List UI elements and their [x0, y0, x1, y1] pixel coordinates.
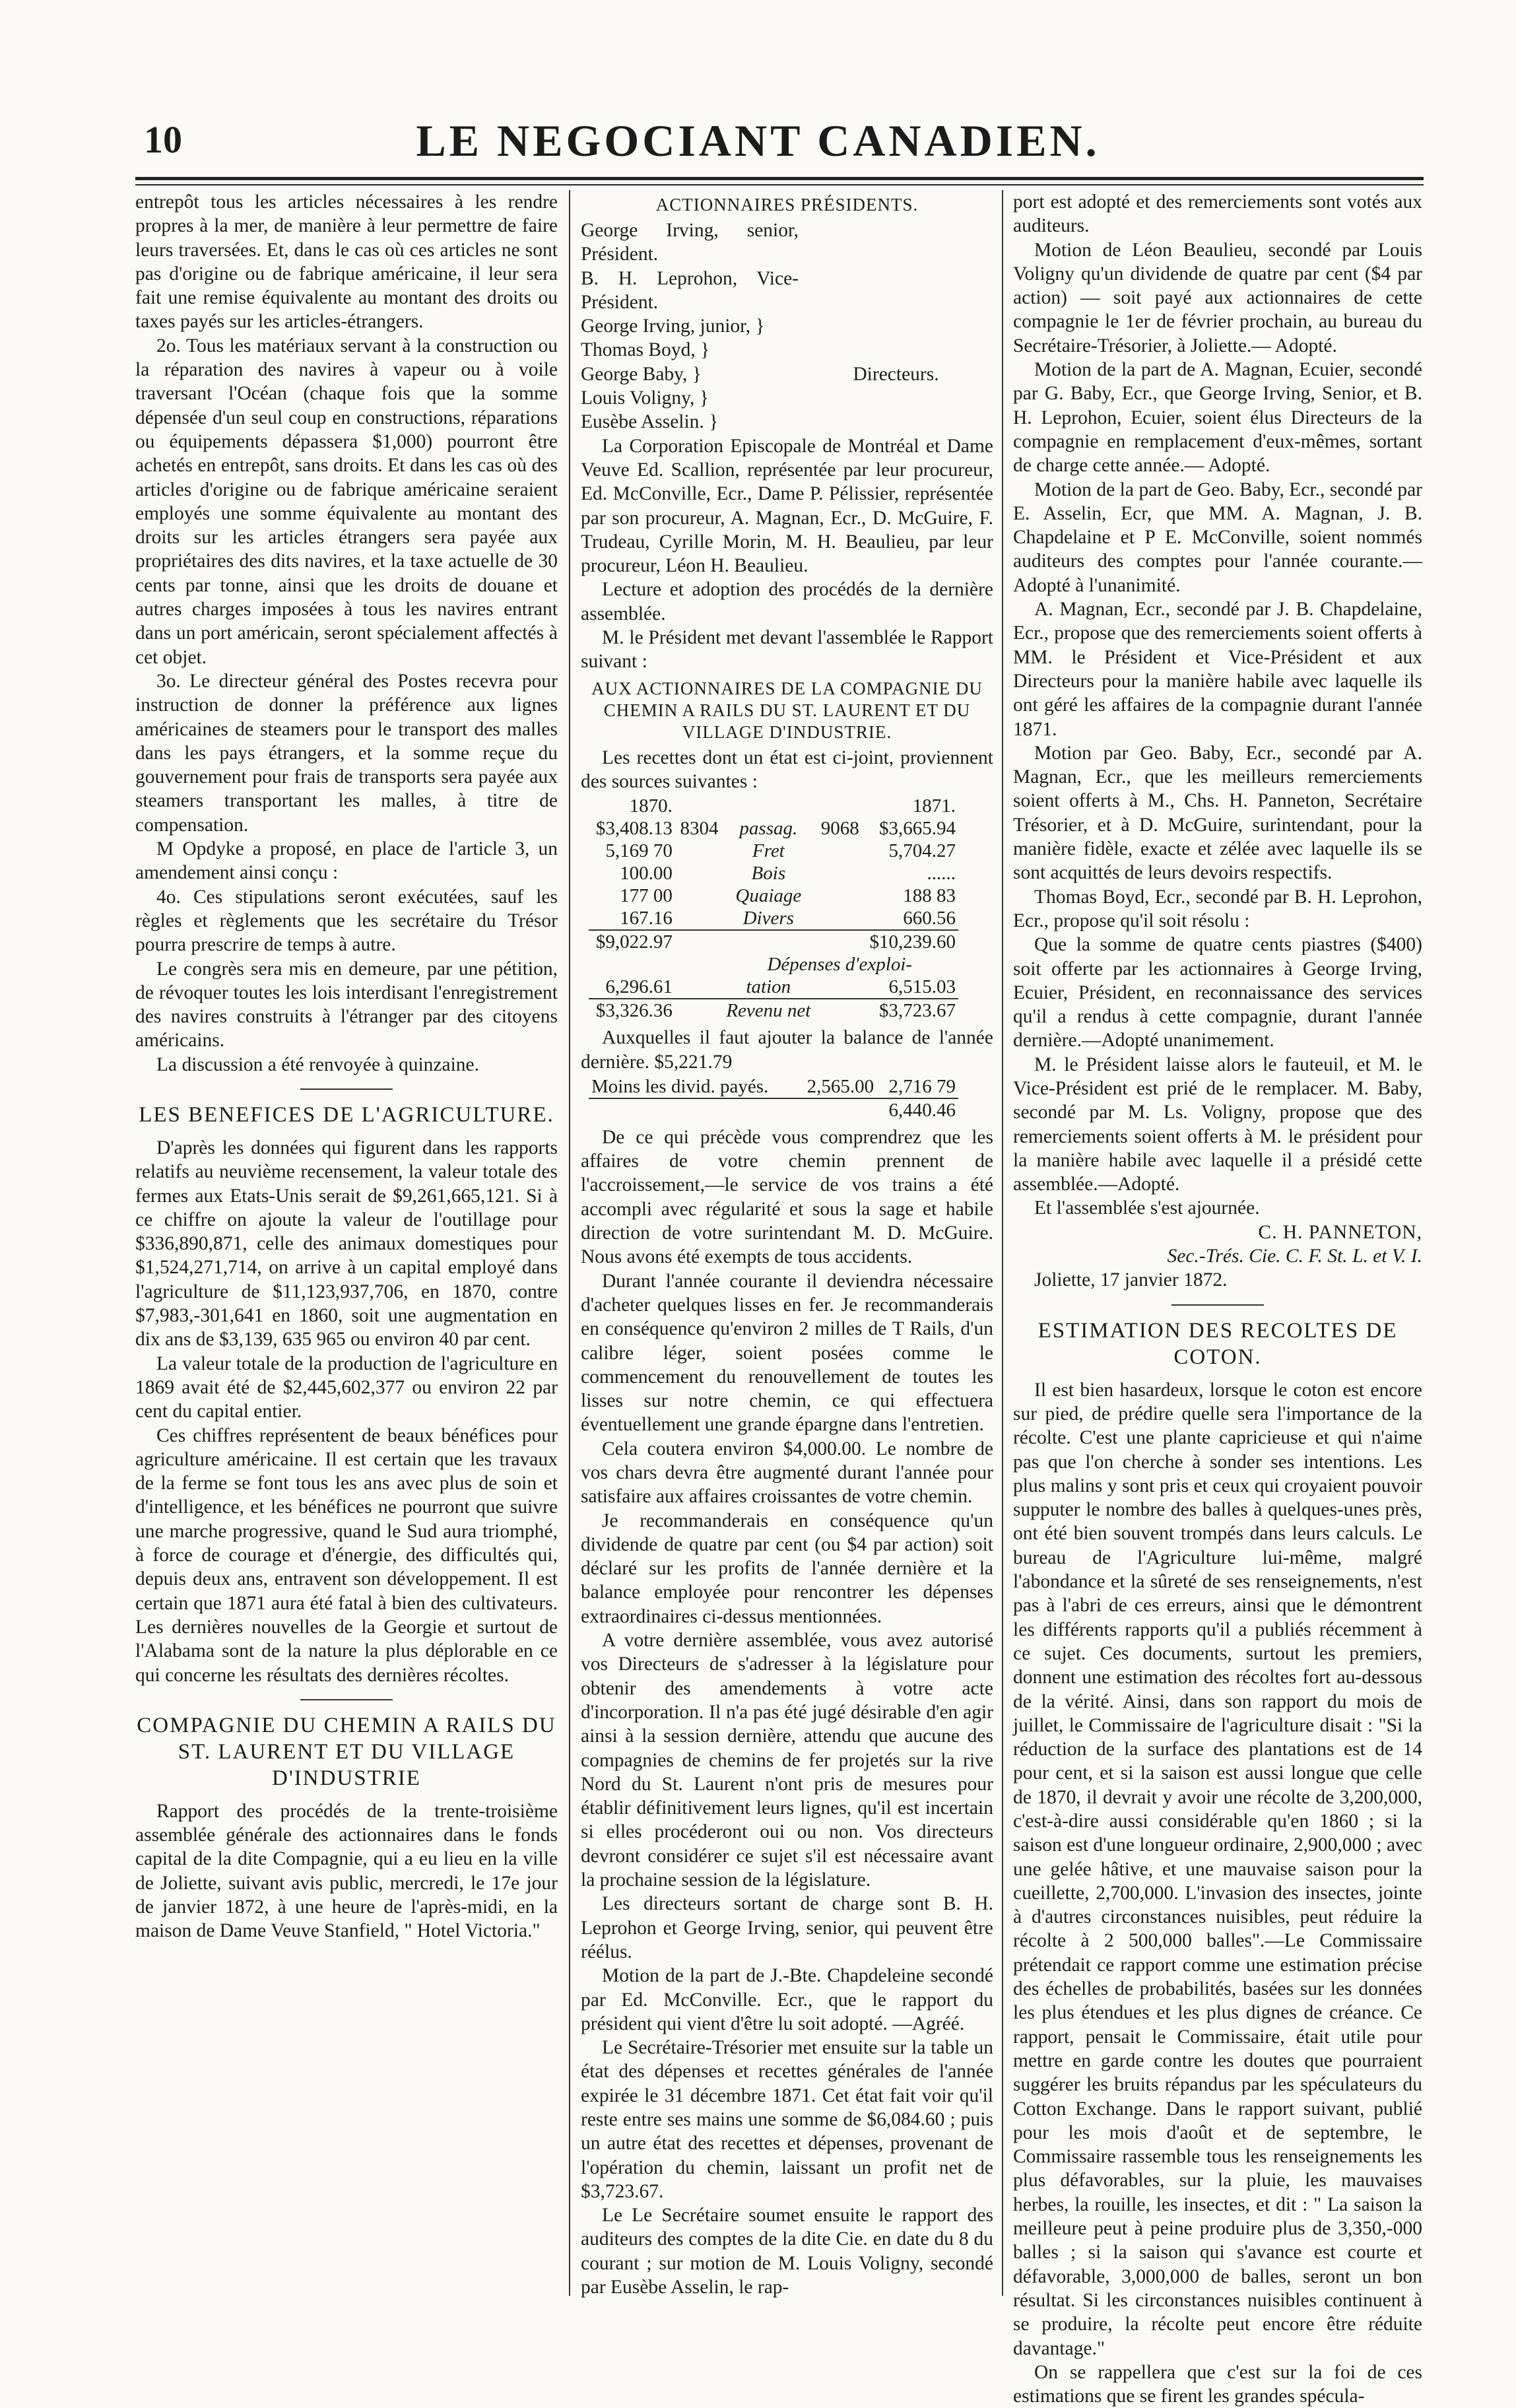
- value-1871: ......: [927, 863, 956, 885]
- table-row: [589, 862, 958, 885]
- paragraph: entrepôt tous les articles nécessaires à les rendre propres à la mer, de manière à leur permettre de faire leurs traversées. Et, dans le cas où ces articles ne sont pas d'origine ou de fabrique américaine, il leur sera fait une remise équivalente au montant des droits ou taxes payés sur les articles-étrangers.: [135, 191, 558, 333]
- section-heading: ESTIMATION DES RECOLTES DE COTON.: [1038, 1318, 1398, 1369]
- paragraph: Durant l'année courante il deviendra nécessaire d'acheter quelques lisses en fer. Je recommanderais en conséquence qu'environ 2 milles de T Rails, d'un calibre léger, soient posées comme le commencement du renouvellement de toutes les lisses sur notre chemin, ce qui effectuera éventuellement une grande épargne dans l'entretien.: [581, 1270, 993, 1436]
- officer-role: [799, 410, 993, 434]
- officer-name: George Baby, }: [581, 363, 702, 385]
- officer-row: [581, 386, 993, 410]
- table-row: [589, 953, 958, 976]
- paragraph: Le Le Secrétaire soumet ensuite le rapport des auditeurs des comptes de la dite Cie. en date du 8 du courant ; sur motion de M. Louis Voligny, secondé par Eusèbe Asselin, le rap-: [581, 2205, 993, 2298]
- paragraph: M. le Président met devant l'assemblée le Rapport suivant :: [581, 627, 993, 673]
- paragraph: A votre dernière assemblée, vous avez autorisé vos Directeurs de s'adresser à la législature pour obtenir des amendements à votre acte d'incorporation. Il n'a pas été jugé désirable d'en agir ainsi à la session dernière, attendu que aucune des compagnies de chemins de fer projetés sur la rive Nord du St. Laurent n'ont pris de mesures pour établir définitivement leurs lignes, qu'il est incertain si elles procéderont oui ou non. Vos directeurs devront considérer ce sujet s'il est nécessaire avant la prochaine session de la législature.: [581, 1630, 993, 1891]
- row-label: Quaiage: [735, 885, 802, 907]
- grand-total: 6,440.46: [876, 1098, 958, 1121]
- balance-text: Auxquelles il faut ajouter la balance de l'année dernière.: [581, 1027, 993, 1073]
- paragraph: Motion de la part de Geo. Baby, Ecr., secondé par E. Asselin, Ecr, que MM. A. Magnan, J. B. Chapdelaine et P E. McConville, soient nommés auditeurs des comptes pour l'année courante.—Adopté à l'unanimité.: [1013, 479, 1422, 596]
- value-1870: 167.16: [620, 908, 673, 929]
- masthead-title: LE NEGOCIANT CANADIEN.: [416, 116, 1100, 166]
- paragraph: La discussion a été renvoyée à quinzaine.: [156, 1054, 480, 1075]
- year-header: 1870.: [629, 795, 673, 817]
- paragraph: Motion par Geo. Baby, Ecr., secondé par A. Magnan, Ecr., que les meilleurs remerciements soient offerts à M., Chs. H. Panneton, Secrétaire Trésorier, et à D. McGuire, surintendant, pour la manière fidèle, exacte et zélée avec laquelle ils se sont acquittés de leurs devoirs respectifs.: [1013, 742, 1422, 884]
- paragraph: La valeur totale de la production de l'agriculture en 1869 avait été de $2,445,602,377 ou environ 22 par cent du capital entier.: [135, 1353, 558, 1422]
- masthead-rule-thin: [135, 184, 1424, 185]
- row-label: Fret: [752, 840, 785, 862]
- row-label: Dépenses d'exploi-: [767, 954, 913, 976]
- officer-name: George Irving, junior, }: [581, 316, 765, 337]
- paragraph: Rapport des procédés de la trente-troisième assemblée générale des actionnaires dans le fonds capital de la dite Compagnie, qui a eu lieu en la ville de Joliette, suivant avis public, mercredi, le 17e jour de janvier 1872, à une heure de l'après-midi, en la maison de Dame Veuve Stanfield, " Hotel Victoria.": [135, 1800, 558, 1942]
- paragraph: Lecture et adoption des procédés de la dernière assemblée.: [581, 579, 993, 624]
- paragraph: La Corporation Episcopale de Montréal et Dame Veuve Ed. Scallion, représentée par leur procureur, Ed. McConville, Ecr., Dame P. Pélissier, représentée par son procureur, A. Magnan, Ecr., D. McGuire, F. Trudeau, Cyrille Morin, M. H. Beaulieu, par leur procureur, Léon H. Beaulieu.: [581, 435, 993, 577]
- paragraph: Motion de la part de J.-Bte. Chapdeleine secondé par Ed. McConville. Ecr., que le rapport du président qui vient d'être lu soit adopté. —Agréé.: [581, 1965, 993, 2034]
- table-row: [589, 976, 958, 999]
- officer-row: [581, 314, 993, 338]
- officer-name: Louis Voligny, }: [581, 387, 709, 409]
- table-row: [589, 1075, 958, 1098]
- paragraph: De ce qui précède vous comprendrez que les affaires de votre chemin prennent de l'accroissement,—le service de vos trains a été accompli avec régularité et sous la sage et habile direction de votre surintendant M. D. McGuire. Nous avons été exempts de tous accidents.: [581, 1126, 993, 1268]
- column-1: [135, 190, 558, 2302]
- officer-role: [799, 386, 993, 410]
- year-header: 1871.: [912, 795, 956, 817]
- paragraph: Les recettes dont un état est ci-joint, proviennent des sources suivantes :: [581, 747, 993, 792]
- paragraph: Motion de Léon Beaulieu, secondé par Louis Voligny qu'un dividende de quatre par cent ($4 par action) — soit payé aux actionnaires de cette compagnie le 1er de février prochain, au bureau du Secrétaire-Trésorier, à Joliette.— Adopté.: [1013, 239, 1422, 356]
- officer-role: Directeurs.: [853, 363, 939, 385]
- paragraph: Le Secrétaire-Trésorier met ensuite sur la table un état des dépenses et recettes générales de l'année expirée le 31 décembre 1871. Cet état fait voir qu'il reste entre ses mains une somme de $6,084.60 ; puis un autre état des recettes et dépenses, provenant de l'opération du chemin, laissant un profit net de $3,723.67.: [581, 2037, 993, 2202]
- table-row: [589, 907, 958, 930]
- value-1870: $3,408.13: [595, 818, 673, 840]
- table-row: [589, 885, 958, 907]
- signature-title: Sec.-Trés. Cie. C. F. St. L. et V. I.: [1167, 1246, 1422, 1267]
- officer-row: [581, 338, 993, 362]
- count-1871: [816, 907, 862, 930]
- column-2: [581, 190, 993, 2302]
- count-1871: 9068: [820, 818, 859, 840]
- officer-name: George Irving, senior, Président.: [581, 220, 799, 265]
- value: 2,565.00: [807, 1075, 874, 1097]
- officer-row: [581, 362, 993, 386]
- officer-row: [581, 267, 993, 315]
- receipts-table: [589, 795, 958, 1022]
- row-label: tation: [746, 976, 791, 998]
- column-separator: [569, 190, 570, 2296]
- paragraph: D'après les données qui figurent dans les rapports relatifs au neuvième recensement, la valeur totale des fermes aux Etats-Unis serait de $9,261,665,121. Si à ce chiffre on ajoute la valeur de l'outillage pour $336,890,871, celle des animaux domestiques pour $1,524,271,714, on arrive à un capital employé dans l'agriculture de $11,123,937,706, en 1870, contre $7,983,-301,641 en 1860, soit une augmentation en dix ans de $3,139, 635 965 ou environ 40 par cent.: [135, 1137, 558, 1351]
- column-separator: [1002, 190, 1003, 2296]
- count-1871: [816, 840, 862, 862]
- value-1871: 5,704.27: [888, 840, 956, 862]
- value-1871: 188 83: [903, 885, 956, 907]
- count-1870: [675, 862, 721, 885]
- value-1870: 100.00: [620, 863, 673, 885]
- total-row: [589, 930, 958, 953]
- net-1870: $3,326.36: [589, 999, 675, 1022]
- table-row: [589, 817, 958, 840]
- value-1871: 6,515.03: [888, 976, 956, 998]
- row-label: passag.: [739, 818, 798, 840]
- officer-row: [581, 410, 993, 434]
- net-row: [589, 999, 958, 1022]
- section-heading: LES BENEFICES DE L'AGRICULTURE.: [139, 1102, 554, 1127]
- officer-name: Eusèbe Asselin. }: [581, 411, 719, 433]
- value-1871: 660.56: [903, 908, 956, 929]
- masthead-rule: [135, 177, 1424, 180]
- value-1870: 177 00: [620, 885, 673, 907]
- row-label: Bois: [751, 863, 786, 885]
- officer-row: [581, 218, 993, 267]
- officer-role: [799, 338, 993, 362]
- table-header-row: [589, 795, 958, 817]
- officer-name: B. H. Leprohon, Vice-Président.: [581, 267, 799, 313]
- paragraph: Il est bien hasardeux, lorsque le coton est encore sur pied, de prédire quelle sera l'importance de la récolte. C'est une plante capricieuse et qui n'aime pas que l'on cherche à sonder ses intentions. Les plus malins y sont pris et ceux qui croyaient pouvoir supputer le nombre des balles à quelques-unes près, ont été bien souvent trompés dans leurs calculs. Le bureau de l'Agriculture lui-même, malgré l'abondance et la sûreté de ses renseignements, n'est pas à l'abri de ces erreurs, ainsi que le démontrent les différents rapports qu'il a publiés récemment à ce sujet. Ces documents, surtout les premiers, donnent une estimation des récoltes fort au-dessous de la vérité. Ainsi, dans son rapport du mois de juillet, le Commissaire de l'agriculture disait : "Si la réduction de la surface des plantations est de 14 pour cent, et si la saison est aussi longue que celle de 1870, il devrait y avoir une récolte de 3,200,000, c'est-à-dire aussi considérable qu'en 1860 ; si la saison est d'une longueur ordinaire, 2,900,000 ; avec une gelée hâtive, et une mauvaise saison pour la cueillette, 2,700,000. L'invasion des insectes, jointe à d'autres circonstances nuisibles, peut réduire la récolte à 2 500,000 balles".—Le Commissaire prétendait ce rapport comme une estimation précise des échelles de probabilités, basées sur les données les plus étendues et les plus dignes de créance. Ce rapport, pensait le Commissaire, était utile pour mettre en garde contre les doutes que pourraient suggérer les bruits répandus par les spéculateurs du Cotton Exchange. Dans le rapport suivant, publié pour les mois d'août et de septembre, le Commissaire rassemble tous les renseignements les plus défavorables, sur la pluie, les mauvaises herbes, la rouille, les insectes, et dit : " La saison la meilleure peut à peine produire plus de 3,350,-000 balles ; si la saison qui s'avance est courte et défavorable, 3,000,000 de balles, seront un bon résultat. Si les circonstances nuisibles continuent à se produire, la récolte peut encore être réduite davantage.": [1013, 1379, 1422, 2359]
- total-row: [589, 1098, 958, 1121]
- paragraph: Les directeurs sortant de charge sont B. H. Leprohon et George Irving, senior, qui peuvent être réélus.: [581, 1893, 993, 1962]
- officers-heading: ACTIONNAIRES PRÉSIDENTS.: [655, 195, 919, 215]
- report-heading: AUX ACTIONNAIRES DE LA COMPAGNIE DU CHEMIN A RAILS DU ST. LAURENT ET DU VILLAGE D'INDUSTRIE.: [591, 678, 983, 742]
- section-divider: [300, 1699, 393, 1700]
- balance-value: $5,221.79: [654, 1051, 733, 1073]
- paragraph: Le congrès sera mis en demeure, par une pétition, de révoquer toutes les lois interdisant l'enregistrement des navires construits à l'étranger par des citoyens américains.: [135, 958, 558, 1052]
- value-1871: $3,665.94: [879, 818, 956, 840]
- paragraph: M Opdyke a proposé, en place de l'article 3, un amendement ainsi conçu :: [135, 838, 558, 884]
- paragraph: [581, 1026, 993, 1074]
- paragraph: port est adopté et des remerciements sont votés aux auditeurs.: [1013, 191, 1422, 237]
- officer-role: [799, 218, 993, 267]
- paragraph: Ces chiffres représentent de beaux bénéfices pour agriculture américaine. Il est certain que les travaux de la ferme se font tous les ans avec plus de soin et d'intelligence, et les bénéfices ne pourront que suivre une marche progressive, quand le Sud aura triomphé, à force de courage et d'énergie, des difficultés qui, depuis deux ans, entravent son développement. Il est certain que 1871 aura été fatal à bien des cultivateurs. Les dernières nouvelles de la Georgie et surtout de l'Alabama sont de la nature la plus déplorable en ce qui concerne les résultats des dernières récoltes.: [135, 1424, 558, 1686]
- net-1871: $3,723.67: [862, 999, 958, 1022]
- count-1870: [675, 907, 721, 930]
- total-1870: $9,022.97: [589, 930, 675, 953]
- signature-date: Joliette, 17 janvier 1872.: [1034, 1269, 1228, 1291]
- row-label: Revenu net: [721, 999, 816, 1022]
- paragraph: Je recommanderais en conséquence qu'un dividende de quatre par cent (ou $4 par action) soit déclaré sur les profits de l'année dernière et la balance employée pour rencontrer les dépenses extraordinaires ci-dessus mentionnées.: [581, 1510, 993, 1627]
- section-heading: COMPAGNIE DU CHEMIN A RAILS DU ST. LAURENT ET DU VILLAGE D'INDUSTRIE: [137, 1713, 556, 1790]
- paragraph: M. le Président laisse alors le fauteuil, et M. le Vice-Président est prié de le remplacer. M. Baby, secondé par M. Ls. Voligny, propose que des remerciements soient offerts à M. le président pour la manière habile avec laquelle il a présidé cette assemblée.—Adopté.: [1013, 1054, 1422, 1195]
- table-row: [589, 840, 958, 862]
- section-divider: [300, 1088, 393, 1090]
- count-1871: [816, 885, 862, 907]
- paragraph: Cela coutera environ $4,000.00. Le nombre de vos chars devra être augmenté durant l'année pour satisfaire aux affaires croissantes de votre chemin.: [581, 1438, 993, 1508]
- column-3: [1013, 190, 1422, 2407]
- count-1870: 8304: [680, 818, 719, 840]
- paragraph: Motion de la part de A. Magnan, Ecuier, secondé par G. Baby, Ecr., que George Irving, Senior, et B. H. Leprohon, Ecuier, soient élus Directeurs de la compagnie en remplacement d'eux-mêmes, sortant de charge cette année.— Adopté.: [1013, 359, 1422, 477]
- value: 2,716 79: [888, 1075, 956, 1097]
- count-1870: [675, 885, 721, 907]
- count-1870: [675, 840, 721, 862]
- value-1870: 5,169 70: [605, 840, 673, 862]
- paragraph: Et l'assemblée s'est ajournée.: [1034, 1197, 1260, 1219]
- page-number: 10: [144, 118, 182, 161]
- row-label: Divers: [742, 908, 794, 929]
- total-1871: $10,239.60: [862, 930, 958, 953]
- officer-role: [799, 314, 993, 338]
- signature-name: C. H. PANNETON,: [1258, 1221, 1422, 1243]
- officer-role: [799, 267, 993, 315]
- row-label: Moins les divid. payés.: [591, 1075, 769, 1097]
- dividend-table: [589, 1075, 958, 1121]
- paragraph: 2o. Tous les matériaux servant à la construction ou la réparation des navires à vapeur ou à voile traversant l'Océan (chaque fois que la somme dépensée d'un seul coup en constructions, réparations ou équipements dépassera $1,000) pourront être achetés en entrepôt, sans droits. Et dans les cas où des articles d'origine ou de fabrique américaine seraient employés une somme équivalente au montant des droits sur les articles étrangers sera payée aux propriétaires des dits navires, et la taxe actuelle de 30 cents par tonne, ainsi que les droits de douane et autres charges imposées à tous les navires entrant dans un port américain, seront spécialement affectés à cet objet.: [135, 335, 558, 668]
- value-1870: 6,296.61: [605, 976, 673, 998]
- officer-name: Thomas Boyd, }: [581, 339, 710, 361]
- paragraph: 4o. Ces stipulations seront exécutées, sauf les règles et règlements que les secrétaire du Trésor pourra prescrire de temps à autre.: [135, 886, 558, 956]
- paragraph: A. Magnan, Ecr., secondé par J. B. Chapdelaine, Ecr., propose que des remerciements soient offerts à MM. le Président et Vice-Président et aux Directeurs pour la manière habile avec laquelle ils ont géré les affaires de la compagnie durant l'année 1871.: [1013, 599, 1422, 740]
- paragraph: Que la somme de quatre cents piastres ($400) soit offerte par les actionnaires à George Irving, Ecuier, Président, en reconnaissance des services qu'il a rendus à cette compagnie, durant l'année dernière.—Adopté unanimement.: [1013, 934, 1422, 1052]
- paragraph: 3o. Le directeur général des Postes recevra pour instruction de donner la préférence aux lignes américaines de steamers pour le transport des malles dans les pays étrangers, et la somme reçue du gouvernement pour frais de transports sera payée aux steamers transportant les malles, à titre de compensation.: [135, 670, 558, 836]
- paragraph: Thomas Boyd, Ecr., secondé par B. H. Leprohon, Ecr., propose qu'il soit résolu :: [1013, 886, 1422, 931]
- paragraph: On se rappellera que c'est sur la foi de ces estimations que se firent les grandes spécula-: [1013, 2361, 1422, 2407]
- section-divider: [1171, 1304, 1264, 1306]
- count-1871: [816, 862, 862, 885]
